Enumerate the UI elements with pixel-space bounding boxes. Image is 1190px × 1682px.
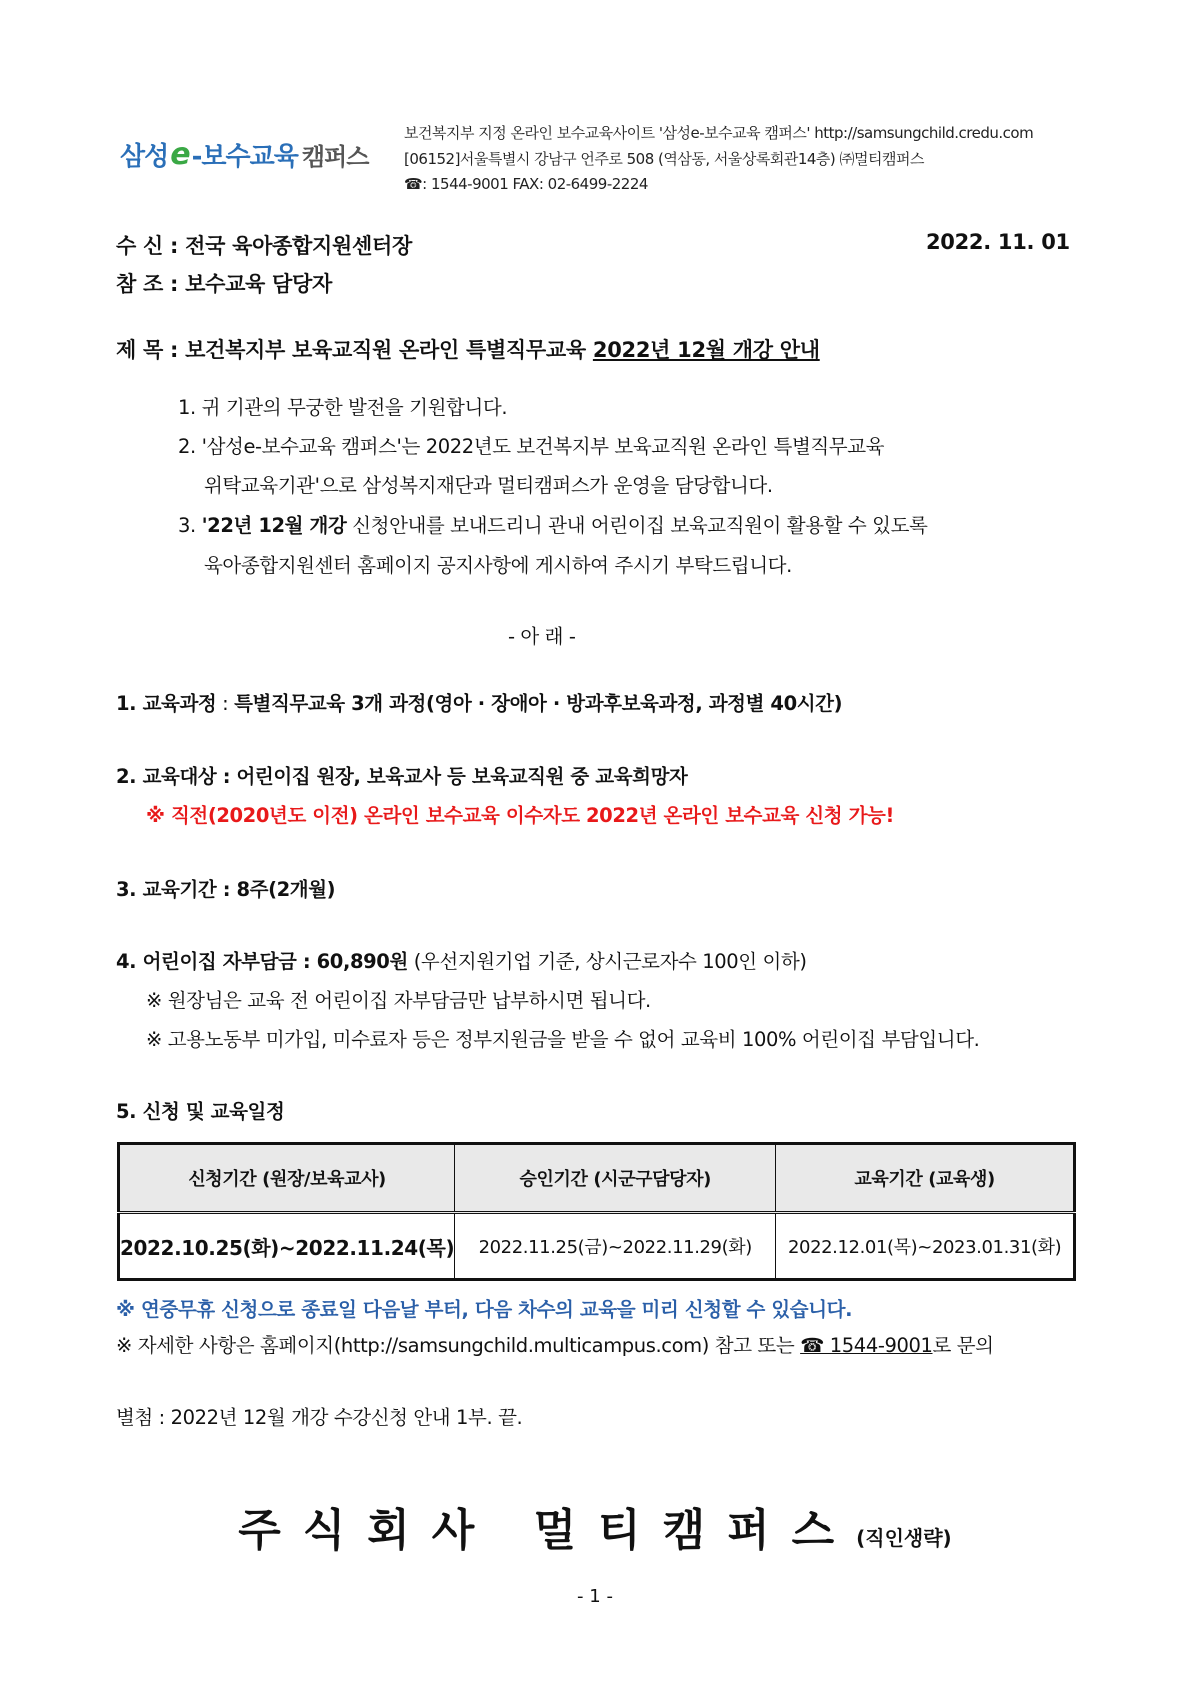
item-3-bold: '22년 12월 개강 [201,514,347,537]
section-2: 2. 교육대상 : 어린이집 원장, 보육교사 등 보육교직원 중 교육희망자 [116,765,688,788]
page-number: - 1 - [577,1586,613,1607]
table-header-apply: 신청기간 (원장/보육교사) [119,1144,455,1213]
item-3-line-2: 육아종합지원센터 홈페이지 공지사항에 게시하여 주시기 부탁드립니다. [204,554,792,577]
table-cell-training: 2022.12.01(목)~2023.01.31(화) [776,1213,1075,1280]
subject-underlined: 2022년 12월 개강 안내 [592,338,820,362]
section-1 [116,688,842,716]
table-cell-apply: 2022.10.25(화)~2022.11.24(목) [119,1213,455,1280]
table-header-row [119,1144,1075,1213]
note-contact-end: 로 문의 [932,1334,994,1357]
recipient: 수 신 : 전국 육아종합지원센터장 [116,234,412,258]
section-1-text: 특별직무교육 3개 과정(영아 · 장애아 · 방과후보육과정, 과정별 40시간) [234,692,843,715]
table-row [119,1213,1075,1280]
section-4-note-1: ※ 원장님은 교육 전 어린이집 자부담금만 납부하시면 됩니다. [146,989,651,1012]
logo-e-icon: e [170,137,190,172]
section-3: 3. 교육기간 : 8주(2개월) [116,878,336,901]
item-2-line-2: 위탁교육기관'으로 삼성복지재단과 멀티캠퍼스가 운영을 담당합니다. [204,474,773,497]
section-1-label: 1. 교육과정 [116,692,217,715]
table-header-training: 교육기간 (교육생) [776,1144,1075,1213]
subject-prefix: 제 목 : 보건복지부 보육교직원 온라인 특별직무교육 [116,338,593,362]
item-3-number: 3. [178,514,202,537]
below-heading: - 아 래 - [508,625,576,648]
item-3-text: 신청안내를 보내드리니 관내 어린이집 보육교직원이 활용할 수 있도록 [346,514,928,537]
table-cell-approve: 2022.11.25(금)~2022.11.29(화) [455,1213,776,1280]
header-contact: ☎: 1544-9001 FAX: 02-6499-2224 [404,175,648,193]
note-contact-text: ※ 자세한 사항은 홈페이지(http://samsungchild.multicampus.com) 참고 또는 [116,1334,801,1357]
item-1: 1. 귀 기관의 무궁한 발전을 기원합니다. [178,396,508,419]
item-3-line-1 [178,510,927,538]
phone-link[interactable]: ☎ 1544-9001 [800,1334,933,1357]
note-contact [116,1330,994,1358]
logo-samsung: 삼성 [120,142,169,172]
section-2-note: ※ 직전(2020년도 이전) 온라인 보수교육 이수자도 2022년 온라인 보수교육 신청 가능! [146,804,894,827]
subject [116,334,820,364]
seal-omitted: (직인생략) [856,1526,952,1550]
item-2-line-1: 2. '삼성e-보수교육 캠퍼스'는 2022년도 보건복지부 보육교직원 온라인 특별직무교육 [178,435,885,458]
company-name: 주식회사 멀티캠퍼스 [238,1505,857,1556]
section-4-note-2: ※ 고용노동부 미가입, 미수료자 등은 정부지원금을 받을 수 없어 교육비 100% 어린이집 부담입니다. [146,1028,980,1051]
campus-logo [120,136,368,173]
attachment: 별첨 : 2022년 12월 개강 수강신청 안내 1부. 끝. [116,1406,523,1429]
reference: 참 조 : 보수교육 담당자 [116,272,333,296]
schedule-table [117,1142,1076,1281]
section-4-rest: (우선지원기업 기준, 상시근로자수 100인 이하) [407,950,807,973]
table-header-approve: 승인기간 (시군구담당자) [455,1144,776,1213]
note-year-round: ※ 연중무휴 신청으로 종료일 다음날 부터, 다음 차수의 교육을 미리 신청할 수 있습니다. [116,1298,853,1321]
header-line-1: 보건복지부 지정 온라인 보수교육사이트 '삼성e-보수교육 캠퍼스' http://samsungchild.credu.com [404,124,1034,142]
section-1-sep: : [216,692,235,715]
company-signature [0,1494,1190,1558]
section-5: 5. 신청 및 교육일정 [116,1100,285,1123]
header-address: [06152]서울특별시 강남구 언주로 508 (역삼동, 서울상록회관14층) ㈜멀티캠퍼스 [404,150,924,168]
document-date: 2022. 11. 01 [926,230,1070,254]
section-4-bold: 4. 어린이집 자부담금 : 60,890원 [116,950,408,973]
section-4 [116,946,807,974]
logo-bosu: -보수교육 [191,142,298,172]
logo-campus: 캠퍼스 [301,143,369,171]
